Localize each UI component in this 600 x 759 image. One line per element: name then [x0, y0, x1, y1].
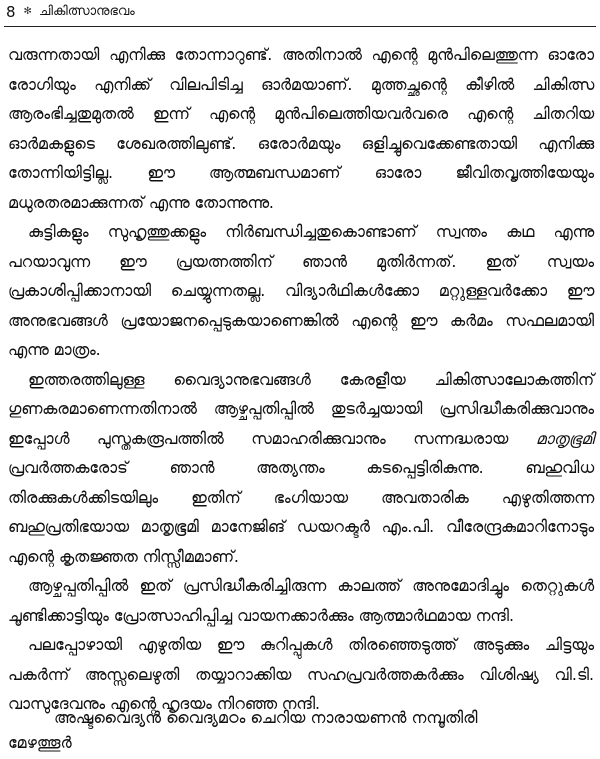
header-divider: [4, 26, 596, 27]
paragraph-text-continued: പ്രവർത്തകരോട് ഞാൻ അത്യന്തം കടപ്പെട്ടിരി: [8, 458, 443, 477]
paragraph: [8, 365, 594, 572]
page-header: [6, 4, 135, 20]
author-place: മേഴത്തൂർ: [8, 733, 72, 752]
page-number: 8: [6, 3, 16, 21]
paragraph-text: ഇത്തരത്തിലുള്ള വൈദ്യാനുഭവങ്ങൾ കേരളീയ ചികിത്സാലോകത്തിന് ഗുണകരമാണെന്നതിനാൽ ആഴ്ചപ്പതിപ്പിൽ തുടർച്ചയായി പ്രസിദ്ധീകരിക്കുവാനും ഇപ്പോൾ പുസ്തകരൂപത്തിൽ സമാഹരിക്കുവാനും സന്നദ്ധരായ: [8, 369, 594, 448]
paragraph: കുട്ടികളും സുഹൃത്തുക്കളും നിർബന്ധിച്ചതുകൊണ്ടാണ് സ്വന്തം കഥ എന്നു പറയാവുന്ന ഈ പ്രയത്നത്തിന് ഞാൻ മുതിർന്നത്. ഇത് സ്വയം പ്രകാശിപ്പിക്കാനായി ചെയ്യുന്നതല്ല. വിദ്യാർഥികൾക്കോ മറ്റുള്ളവർക്കോ ഈ അനുഭവങ്ങൾ പ്രയോജനപ്പെടുകയാണെങ്കിൽ എന്റെ ഈ കർമം സഫലമായി എന്നു മാത്രം.: [8, 222, 594, 359]
paragraph: പലപ്പോഴായി എഴുതിയ ഈ കുറിപ്പുകൾ തിരഞ്ഞെടുത്ത് അടുക്കും ചിട്ടയും പകർന്ന് അസ്സലെഴുതി തയ്യാറാക്കിയ സഹപ്രവർത്തകർക്കും വിശിഷ്യ വി.ടി. വാസുദേവനും എന്റെ ഹൃദയം നിറഞ്ഞ നന്ദി.: [8, 635, 594, 713]
italic-publication-name: മാതൃഭൂമി: [535, 428, 594, 448]
paragraph: ആഴ്ചപ്പതിപ്പിൽ ഇത് പ്രസിദ്ധീകരിച്ചിരുന്ന കാലത്ത് അനുമോദിച്ചും തെറ്റുകൾ ചൂണ്ടിക്കാട്ടിയും പ്രോത്സാഹിപ്പിച്ച വായനക്കാർക്കും ആത്മാർഥമായ നന്ദി.: [8, 576, 594, 625]
signature-block: [8, 706, 594, 755]
running-title: ചികിത്സാനുഭവം: [38, 4, 135, 19]
body-text: [8, 40, 594, 719]
paragraph-text-tail: കുന്നു. ബഹുവിധ തിരക്കുകൾക്കിടയിലും ഇതിന് ഭംഗിയായ അവതാരിക എഴുതിത്തന്ന ബഹുപ്രതിഭയായ മാതൃഭൂമി മാനേജിങ് ഡയറക്ടർ എം.പി. വീരേന്ദ്രകുമാറിനോടും എന്റെ കൃതജ്ഞത നിസ്സീമമാണ്.: [8, 458, 594, 566]
bullet-icon: ✻: [23, 6, 32, 17]
author-name: അഷ്ടവൈദ്യൻ വൈദ്യമഠം ചെറിയ നാരായണൻ നമ്പൂതിരി: [54, 708, 478, 727]
paragraph: വരുന്നതായി എനിക്കു തോന്നാറുണ്ട്. അതിനാൽ എന്റെ മുൻപിലെത്തുന്ന ഓരോ രോഗിയും എനിക്ക് വിലപിടിച്ച ഓർമയാണ്. മുത്തച്ഛന്റെ കീഴിൽ ചികിത്സ ആരംഭിച്ചതുമുതൽ ഇന്ന് എന്റെ മുൻപിലെത്തിയവർവരെ എന്റെ ചിതറിയ ഓർമകളുടെ ശേഖരത്തിലുണ്ട്. ഒരോർമയും ഒളിച്ചുവെക്കേണ്ടതായി എനിക്കു തോന്നിയിട്ടില്ല. ഈ ആത്മബന്ധമാണ് ഓരോ ജീവിതവൃത്തിയേയും മധുരതരമാക്കുന്നത് എന്നു തോന്നുന്നു.: [8, 45, 594, 212]
